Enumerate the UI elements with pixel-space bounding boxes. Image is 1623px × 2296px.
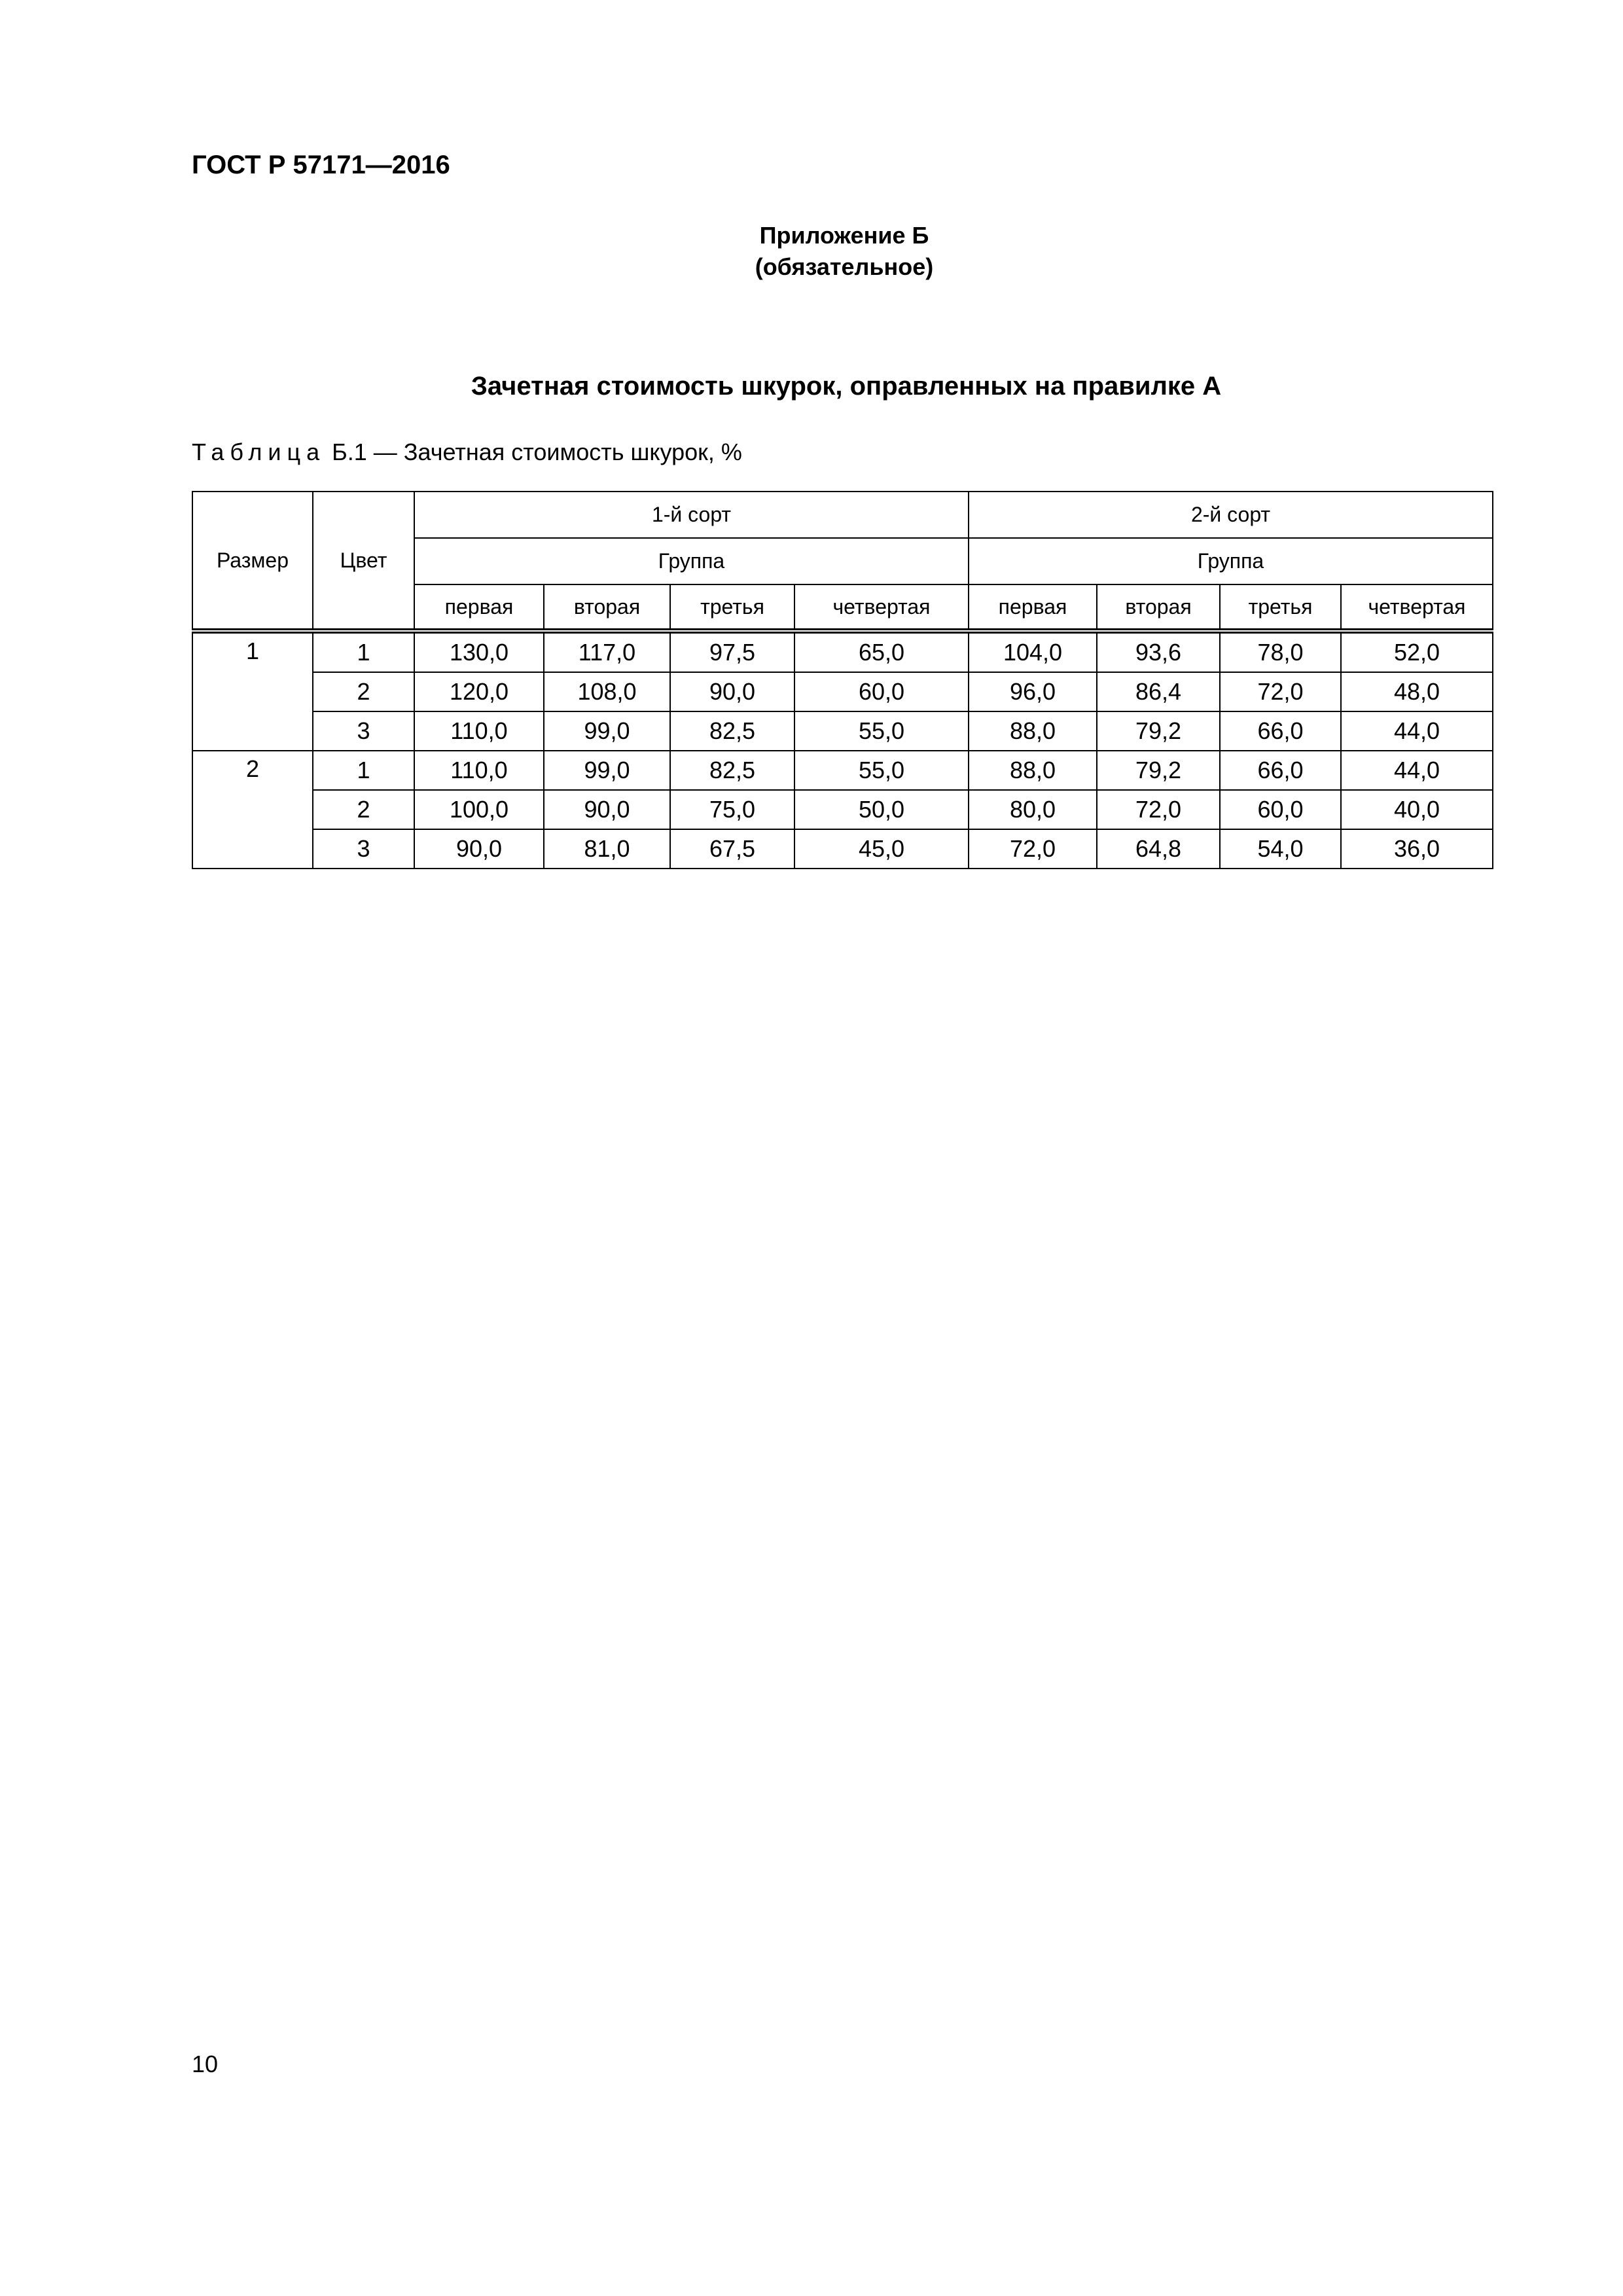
cell-color: 1 <box>313 631 414 672</box>
annex-status: (обязательное) <box>755 253 934 280</box>
cell-value: 36,0 <box>1341 829 1493 869</box>
header-g1-third: третья <box>670 584 794 631</box>
table-row <box>192 711 1493 751</box>
cell-color: 3 <box>313 711 414 751</box>
cell-size: 1 <box>192 631 313 751</box>
header-g2-first: первая <box>969 584 1097 631</box>
cell-value: 100,0 <box>414 790 544 829</box>
table-row <box>192 631 1493 672</box>
header-g1-fourth: четвертая <box>794 584 969 631</box>
table-body <box>192 631 1493 869</box>
cell-value: 82,5 <box>670 751 794 790</box>
cell-value: 90,0 <box>670 672 794 711</box>
cell-value: 86,4 <box>1097 672 1220 711</box>
header-row-grades <box>192 492 1493 538</box>
section-title: Зачетная стоимость шкурок, оправленных на правилке А <box>471 372 1222 401</box>
cell-value: 97,5 <box>670 631 794 672</box>
table-head <box>192 492 1493 631</box>
cell-value: 66,0 <box>1220 711 1341 751</box>
table-row <box>192 790 1493 829</box>
cell-value: 81,0 <box>544 829 670 869</box>
page-number: 10 <box>192 2051 219 2077</box>
cell-value: 75,0 <box>670 790 794 829</box>
cell-value: 52,0 <box>1341 631 1493 672</box>
cell-value: 64,8 <box>1097 829 1220 869</box>
header-g2-second: вторая <box>1097 584 1220 631</box>
cell-value: 120,0 <box>414 672 544 711</box>
header-g2-fourth: четвертая <box>1341 584 1493 631</box>
cell-value: 79,2 <box>1097 751 1220 790</box>
cell-value: 108,0 <box>544 672 670 711</box>
header-g1-second: вторая <box>544 584 670 631</box>
cell-color: 1 <box>313 751 414 790</box>
cell-value: 88,0 <box>969 751 1097 790</box>
cell-value: 65,0 <box>794 631 969 672</box>
cell-color: 2 <box>313 790 414 829</box>
cell-value: 93,6 <box>1097 631 1220 672</box>
cell-value: 90,0 <box>544 790 670 829</box>
cell-value: 44,0 <box>1341 751 1493 790</box>
table-caption <box>192 436 742 469</box>
header-g2-third: третья <box>1220 584 1341 631</box>
annex-heading <box>733 220 955 283</box>
cell-value: 72,0 <box>969 829 1097 869</box>
table-row <box>192 672 1493 711</box>
cell-value: 104,0 <box>969 631 1097 672</box>
header-grade-1: 1-й сорт <box>414 492 969 538</box>
table-row <box>192 751 1493 790</box>
cell-color: 3 <box>313 829 414 869</box>
header-size: Размер <box>192 492 313 631</box>
cell-value: 88,0 <box>969 711 1097 751</box>
cell-value: 72,0 <box>1220 672 1341 711</box>
header-color: Цвет <box>313 492 414 631</box>
cell-value: 79,2 <box>1097 711 1220 751</box>
cell-value: 55,0 <box>794 751 969 790</box>
document-code: ГОСТ Р 57171—2016 <box>192 151 450 179</box>
cell-value: 110,0 <box>414 711 544 751</box>
cell-value: 72,0 <box>1097 790 1220 829</box>
annex-title: Приложение Б <box>759 222 929 249</box>
table-caption-text: Б.1 — Зачетная стоимость шкурок, % <box>325 439 742 465</box>
cell-value: 130,0 <box>414 631 544 672</box>
cell-value: 60,0 <box>1220 790 1341 829</box>
header-group-2: Группа <box>969 538 1493 584</box>
header-grade-2: 2-й сорт <box>969 492 1493 538</box>
cell-value: 60,0 <box>794 672 969 711</box>
cell-value: 80,0 <box>969 790 1097 829</box>
cell-value: 99,0 <box>544 711 670 751</box>
cell-value: 96,0 <box>969 672 1097 711</box>
cell-value: 110,0 <box>414 751 544 790</box>
cell-value: 40,0 <box>1341 790 1493 829</box>
table-row <box>192 829 1493 869</box>
cell-value: 67,5 <box>670 829 794 869</box>
cell-value: 66,0 <box>1220 751 1341 790</box>
cell-value: 99,0 <box>544 751 670 790</box>
cell-value: 54,0 <box>1220 829 1341 869</box>
cell-value: 44,0 <box>1341 711 1493 751</box>
table-caption-prefix: Таблица <box>192 439 326 465</box>
cell-value: 117,0 <box>544 631 670 672</box>
header-group-1: Группа <box>414 538 969 584</box>
cell-value: 55,0 <box>794 711 969 751</box>
cell-value: 45,0 <box>794 829 969 869</box>
cell-value: 82,5 <box>670 711 794 751</box>
header-g1-first: первая <box>414 584 544 631</box>
cell-value: 90,0 <box>414 829 544 869</box>
cell-color: 2 <box>313 672 414 711</box>
cell-size: 2 <box>192 751 313 869</box>
cell-value: 50,0 <box>794 790 969 829</box>
cell-value: 48,0 <box>1341 672 1493 711</box>
data-table <box>192 491 1493 869</box>
cell-value: 78,0 <box>1220 631 1341 672</box>
table-container <box>192 491 1492 869</box>
